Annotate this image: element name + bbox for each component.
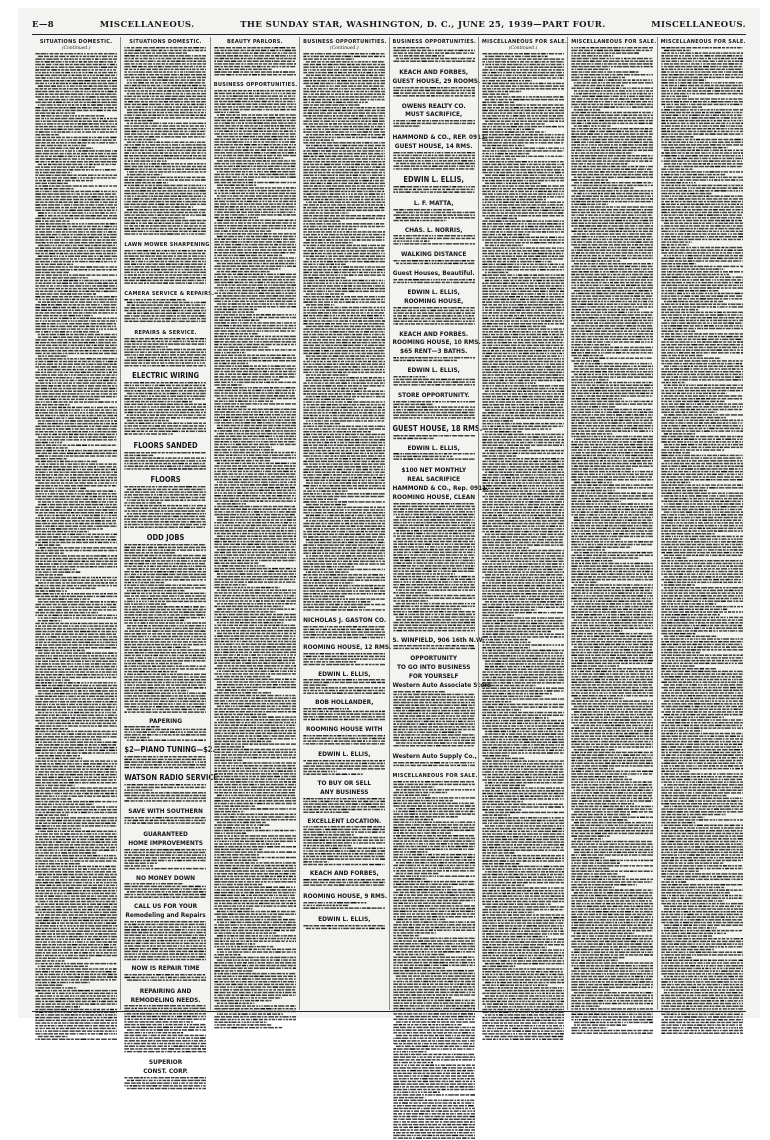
- classified-section: [482, 37, 564, 1042]
- classified-column-8: [657, 37, 746, 1010]
- section-heading: BEAUTY PARLORS.: [214, 37, 296, 46]
- section-heading: CAMERA SERVICE & REPAIRS.: [124, 289, 206, 298]
- display-ad-line: CONST. CORP.: [124, 1067, 206, 1076]
- display-ad-line: FOR YOURSELF: [393, 672, 475, 681]
- display-ad-line: STORE OPPORTUNITY.: [393, 391, 475, 400]
- small-print-classifieds: [303, 924, 385, 930]
- classified-section: [393, 288, 475, 326]
- section-heading: MISCELLANEOUS FOR SALE.: [661, 37, 743, 46]
- classified-section: [303, 779, 385, 813]
- small-print-classifieds: [393, 306, 475, 326]
- classified-section: [393, 226, 475, 247]
- classified-section: [124, 328, 206, 367]
- classified-column-3: [210, 37, 299, 1010]
- display-ad-line: GUEST HOUSE, 18 RMS.: [393, 424, 475, 434]
- display-ad-line: KEACH AND FORBES.: [393, 330, 475, 339]
- display-ad-line: HOME IMPROVEMENTS: [124, 839, 206, 848]
- display-ad-line: REPAIRING AND: [124, 987, 206, 996]
- classified-section: [393, 771, 475, 1140]
- classified-column-4: [299, 37, 388, 1010]
- small-print-classifieds: [661, 46, 743, 1036]
- display-ad-line: ROOMING HOUSE, 10 RMS.: [393, 338, 475, 347]
- classified-section: [303, 670, 385, 695]
- small-print-classifieds: [124, 46, 206, 236]
- display-ad-line: TO BUY OR SELL: [303, 779, 385, 788]
- classified-section: [124, 773, 206, 803]
- classified-section: [124, 533, 206, 713]
- classified-column-1: [32, 37, 120, 1010]
- small-print-classifieds: [35, 52, 117, 1042]
- display-ad-line: GUARANTEED: [124, 830, 206, 839]
- small-print-classifieds: [124, 451, 206, 471]
- classified-section: [661, 37, 743, 1036]
- classified-section: [393, 424, 475, 440]
- classified-section: [124, 289, 206, 324]
- display-ad-line: ANY BUSINESS: [303, 788, 385, 797]
- classified-section: [571, 37, 653, 1036]
- small-print-classifieds: [303, 797, 385, 813]
- display-ad-line: EXCELLENT LOCATION.: [303, 817, 385, 826]
- display-ad-line: GUEST HOUSE, 29 ROOMS.: [393, 77, 475, 86]
- display-ad-line: GUEST HOUSE, 14 RMS.: [393, 142, 475, 151]
- small-print-classifieds: [393, 208, 475, 222]
- small-print-classifieds: [482, 52, 564, 1042]
- display-ad-line: FLOORS SANDED: [124, 441, 206, 451]
- small-print-classifieds: [393, 185, 475, 195]
- section-heading: BUSINESS OPPORTUNITIES.: [303, 37, 385, 46]
- classified-section: [124, 807, 206, 826]
- display-ad-line: EDWIN L. ELLIS,: [393, 288, 475, 297]
- display-ad-line: EDWIN L. ELLIS,: [303, 750, 385, 759]
- classified-section: [393, 636, 475, 651]
- classified-section: [303, 616, 385, 639]
- display-ad-line: EDWIN L. ELLIS,: [393, 366, 475, 375]
- small-print-classifieds: [303, 759, 385, 775]
- small-print-classifieds: [303, 52, 385, 612]
- section-heading: LAWN MOWER SHARPENING.: [124, 240, 206, 249]
- classified-section: [124, 371, 206, 437]
- small-print-classifieds: [393, 86, 475, 98]
- display-ad-line: $2—PIANO TUNING—$2.: [124, 745, 206, 755]
- small-print-classifieds: [124, 848, 206, 870]
- display-ad-line: NOW IS REPAIR TIME: [124, 964, 206, 973]
- classified-section: [124, 830, 206, 870]
- display-ad-line: HAMMOND & CO., Rep. 0911.: [393, 484, 475, 493]
- small-print-classifieds: [124, 381, 206, 437]
- small-print-classifieds: [393, 278, 475, 284]
- classified-section: [393, 250, 475, 265]
- small-print-classifieds: [124, 485, 206, 529]
- small-print-classifieds: [393, 259, 475, 265]
- bottom-rule: [32, 1011, 746, 1012]
- display-ad-line: ODD JOBS: [124, 533, 206, 543]
- display-ad-line: EDWIN L. ELLIS,: [393, 444, 475, 453]
- small-print-classifieds: [393, 400, 475, 420]
- section-heading: BUSINESS OPPORTUNITIES.: [214, 80, 296, 89]
- display-ad-line: $100 NET MONTHLY: [393, 466, 475, 475]
- small-print-classifieds: [303, 652, 385, 666]
- classified-section: [214, 80, 296, 1029]
- classified-section: [393, 366, 475, 387]
- small-print-classifieds: [303, 825, 385, 865]
- classified-section: [393, 175, 475, 195]
- page-number: E—8: [32, 20, 54, 30]
- display-ad-line: FLOORS: [124, 475, 206, 485]
- small-print-classifieds: [393, 502, 475, 632]
- display-ad-line: NO MONEY DOWN: [124, 874, 206, 883]
- display-ad-line: NICHOLAS J. GASTON CO.: [303, 616, 385, 625]
- small-print-classifieds: [393, 690, 475, 748]
- classified-section: [303, 698, 385, 721]
- display-ad-line: ROOMING HOUSE WITH: [303, 725, 385, 734]
- small-print-classifieds: [571, 46, 653, 1036]
- classified-column-5: [389, 37, 478, 1010]
- small-print-classifieds: [124, 783, 206, 803]
- section-subheading: (Continued.): [482, 46, 564, 52]
- small-print-classifieds: [124, 1076, 206, 1090]
- classified-section: [393, 102, 475, 130]
- small-print-classifieds: [393, 375, 475, 387]
- classified-section: [124, 874, 206, 899]
- display-ad-line: CALL US FOR YOUR: [124, 902, 206, 911]
- display-ad-line: Western Auto Associate Store: [393, 681, 475, 690]
- display-ad-line: ROOMING HOUSE, 12 RMS.: [303, 643, 385, 652]
- classified-section: [124, 441, 206, 471]
- classified-section: [124, 37, 206, 236]
- newsprint-sheet: [18, 8, 760, 1018]
- small-print-classifieds: [124, 249, 206, 285]
- section-heading: REPAIRS & SERVICE.: [124, 328, 206, 337]
- display-ad-line: CHAS. L. NORRIS,: [393, 226, 475, 235]
- classified-section: [303, 725, 385, 746]
- display-ad-line: KEACH AND FORBES,: [303, 869, 385, 878]
- classified-section: [303, 892, 385, 911]
- classified-section: [124, 902, 206, 960]
- small-print-classifieds: [393, 151, 475, 171]
- classified-columns: [32, 37, 746, 1010]
- small-print-classifieds: [124, 816, 206, 826]
- display-ad-line: REMODELING NEEDS.: [124, 996, 206, 1005]
- display-ad-line: SAVE WITH SOUTHERN: [124, 807, 206, 816]
- display-ad-line: SUPERIOR: [124, 1058, 206, 1067]
- small-print-classifieds: [303, 878, 385, 888]
- display-ad-line: WALKING DISTANCE: [393, 250, 475, 259]
- small-print-classifieds: [303, 901, 385, 911]
- display-ad-line: L. F. MATTA,: [393, 199, 475, 208]
- small-print-classifieds: [393, 452, 475, 462]
- section-heading: MISCELLANEOUS FOR SALE.: [571, 37, 653, 46]
- classified-section: [303, 817, 385, 866]
- small-print-classifieds: [303, 678, 385, 694]
- masthead-rule: [32, 34, 746, 35]
- classified-column-7: [567, 37, 656, 1010]
- small-print-classifieds: [393, 780, 475, 1140]
- display-ad-line: Guest Houses, Beautiful.: [393, 269, 475, 278]
- display-ad-line: MUST SACRIFICE,: [393, 110, 475, 119]
- classified-section: [124, 240, 206, 285]
- classified-section: [214, 37, 296, 76]
- masthead-right-title: MISCELLANEOUS.: [651, 20, 746, 30]
- classified-section: [393, 199, 475, 222]
- classified-section: [393, 654, 475, 747]
- classified-section: [124, 964, 206, 983]
- small-print-classifieds: [393, 761, 475, 767]
- display-ad-line: ROOMING HOUSE,: [393, 297, 475, 306]
- display-ad-line: $65 RENT—3 BATHS.: [393, 347, 475, 356]
- display-ad-line: REAL SACRIFICE: [393, 475, 475, 484]
- section-heading: SITUATIONS DOMESTIC.: [35, 37, 117, 46]
- small-print-classifieds: [303, 625, 385, 639]
- classified-section: [303, 37, 385, 612]
- display-ad-line: TO GO INTO BUSINESS: [393, 663, 475, 672]
- section-heading: SITUATIONS DOMESTIC.: [124, 37, 206, 46]
- small-print-classifieds: [124, 337, 206, 367]
- display-ad-line: PAPERING: [124, 717, 206, 726]
- classified-section: [124, 717, 206, 742]
- small-print-classifieds: [124, 543, 206, 713]
- classified-column-6: [478, 37, 567, 1010]
- classified-section: [303, 869, 385, 888]
- small-print-classifieds: [214, 46, 296, 76]
- classified-section: [124, 475, 206, 529]
- classified-section: [303, 643, 385, 666]
- classified-section: [393, 444, 475, 463]
- display-ad-line: HAMMOND & CO., REP. 0911.: [393, 133, 475, 142]
- display-ad-line: BOB HOLLANDER,: [303, 698, 385, 707]
- section-heading: BUSINESS OPPORTUNITIES.: [393, 37, 475, 46]
- small-print-classifieds: [124, 755, 206, 769]
- classified-section: [124, 1058, 206, 1090]
- section-heading: MISCELLANEOUS FOR SALE.: [482, 37, 564, 46]
- display-ad-line: Western Auto Supply Co.,: [393, 752, 475, 761]
- classified-section: [393, 133, 475, 171]
- classified-section: [303, 750, 385, 775]
- display-ad-line: EDWIN L. ELLIS,: [303, 670, 385, 679]
- small-print-classifieds: [393, 46, 475, 64]
- masthead: [32, 18, 746, 32]
- classified-section: [303, 915, 385, 930]
- classified-section: [393, 330, 475, 362]
- display-ad-line: WATSON RADIO SERVICE: [124, 773, 206, 783]
- small-print-classifieds: [214, 89, 296, 1029]
- display-ad-line: Remodeling and Repairs: [124, 911, 206, 920]
- display-ad-line: OPPORTUNITY: [393, 654, 475, 663]
- small-print-classifieds: [393, 234, 475, 246]
- display-ad-line: KEACH AND FORBES,: [393, 68, 475, 77]
- classified-section: [393, 37, 475, 64]
- section-heading: MISCELLANEOUS FOR SALE.: [393, 771, 475, 780]
- display-ad-line: ROOMING HOUSE, 9 RMS.: [303, 892, 385, 901]
- small-print-classifieds: [124, 882, 206, 898]
- display-ad-line: OWENS REALTY CO.: [393, 102, 475, 111]
- classified-section: [393, 466, 475, 631]
- small-print-classifieds: [124, 920, 206, 960]
- classified-section: [393, 269, 475, 284]
- section-subheading: (Continued.): [303, 46, 385, 52]
- section-subheading: (Continued.): [35, 46, 117, 52]
- classified-section: [124, 745, 206, 769]
- display-ad-line: S. WINFIELD, 906 16th N.W.: [393, 636, 475, 645]
- small-print-classifieds: [393, 356, 475, 362]
- small-print-classifieds: [393, 119, 475, 129]
- small-print-classifieds: [124, 973, 206, 983]
- display-ad-line: ELECTRIC WIRING: [124, 371, 206, 381]
- classified-section: [35, 37, 117, 1042]
- masthead-center-title: THE SUNDAY STAR, WASHINGTON, D. C., JUNE 25, 1939—PART FOUR.: [240, 20, 605, 30]
- display-ad-line: EDWIN L. ELLIS,: [303, 915, 385, 924]
- small-print-classifieds: [124, 298, 206, 324]
- small-print-classifieds: [303, 734, 385, 746]
- masthead-left-title: MISCELLANEOUS.: [100, 20, 195, 30]
- classified-section: [124, 987, 206, 1055]
- small-print-classifieds: [124, 725, 206, 741]
- small-print-classifieds: [393, 434, 475, 440]
- small-print-classifieds: [303, 707, 385, 721]
- display-ad-line: EDWIN L. ELLIS,: [393, 175, 475, 185]
- classified-section: [393, 752, 475, 767]
- display-ad-line: ROOMING HOUSE, CLEAN: [393, 493, 475, 502]
- classified-section: [393, 391, 475, 420]
- classified-column-2: [120, 37, 209, 1010]
- small-print-classifieds: [393, 644, 475, 650]
- classified-section: [393, 68, 475, 98]
